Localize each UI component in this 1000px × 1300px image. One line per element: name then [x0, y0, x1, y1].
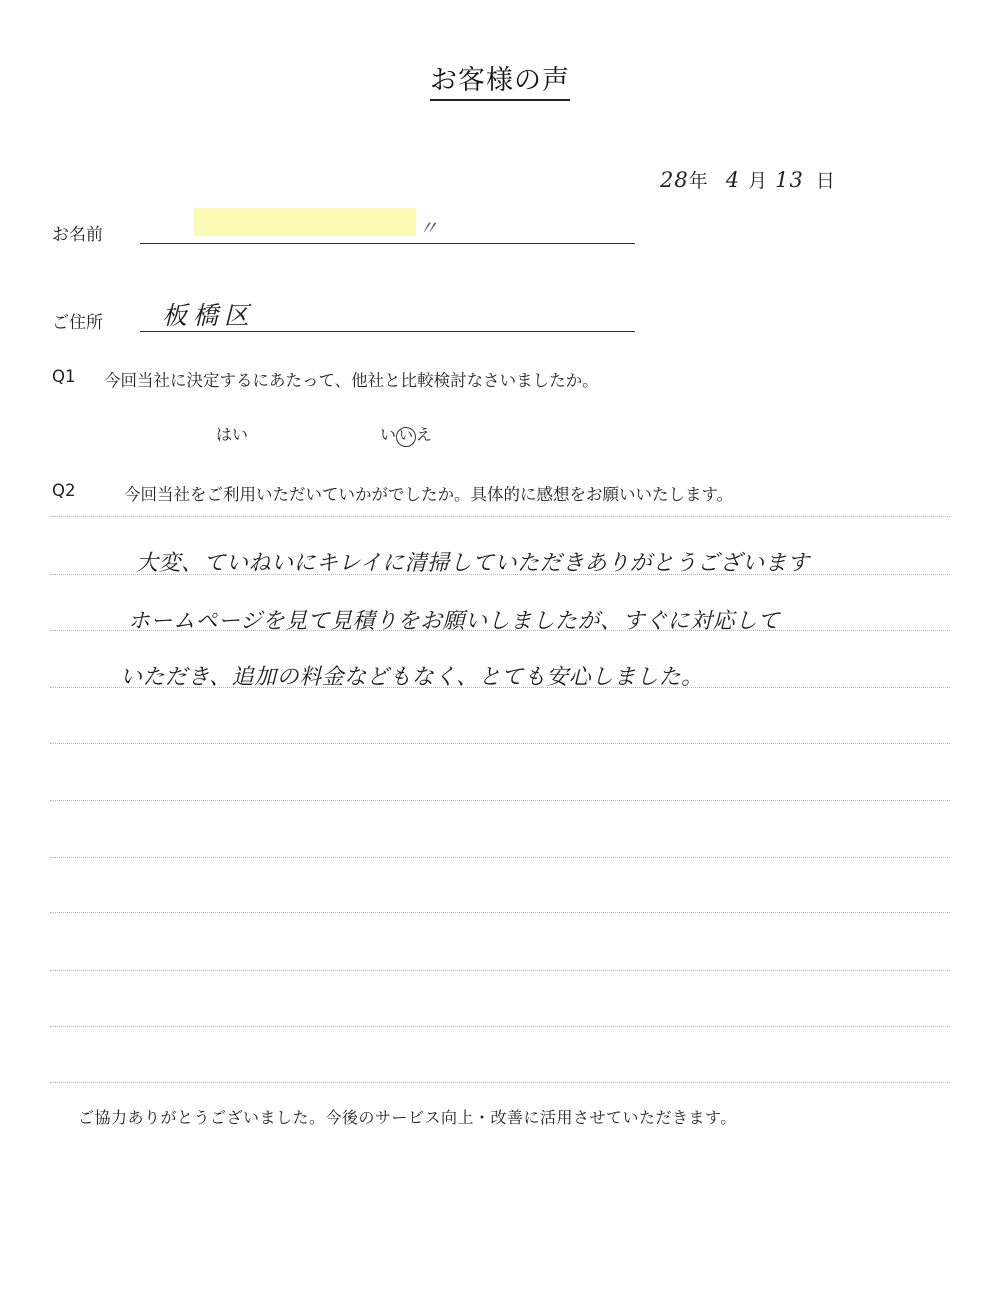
date-day-unit: 日	[815, 170, 835, 192]
date-field	[660, 166, 835, 193]
q1-option-no	[380, 422, 432, 447]
name-label: お名前	[52, 225, 103, 245]
answer-rule	[50, 516, 950, 517]
q1-selected-circle: い	[396, 427, 416, 447]
q2-text: 今回当社をご利用いただいていかがでしたか。具体的に感想をお願いいたします。	[124, 485, 734, 504]
footer-thanks: ご協力ありがとうございました。今後のサービス向上・改善に活用させていただきます。	[78, 1108, 737, 1127]
address-value: 板橋区	[162, 301, 256, 330]
date-month: 4	[725, 168, 741, 192]
date-year-unit: 年	[688, 170, 708, 192]
date-day: 13	[775, 168, 804, 192]
q1-number: Q1	[52, 367, 76, 386]
answer-rule	[50, 857, 950, 858]
address-label: ご住所	[52, 313, 103, 333]
date-month-unit: 月	[748, 170, 768, 192]
answer-rule	[50, 970, 950, 971]
name-underline	[140, 243, 635, 244]
name-redaction	[194, 208, 416, 236]
q1-option-no-prefix: い	[380, 425, 397, 444]
q2-number: Q2	[52, 481, 76, 500]
q2-answer-line: いただき、追加の料金などもなく、とても安心しました。	[120, 665, 704, 690]
name-handwriting-fragment: 〃	[418, 216, 438, 240]
answer-rule	[50, 1026, 950, 1027]
page-title	[0, 58, 1000, 97]
answer-rule	[50, 912, 950, 913]
address-underline	[140, 331, 635, 332]
q2-answer-line: ホームページを見て見積りをお願いしましたが、すぐに対応して	[128, 609, 781, 634]
q2-answer-line: 大変、ていねいにキレイに清掃していただきありがとうございます	[136, 551, 810, 576]
date-year: 28	[660, 168, 689, 192]
page-title-text: お客様の声	[430, 65, 570, 101]
answer-rule	[50, 800, 950, 801]
answer-rule	[50, 743, 950, 744]
q1-option-yes: はい	[216, 425, 249, 444]
q1-text: 今回当社に決定するにあたって、他社と比較検討なさいましたか。	[104, 371, 599, 390]
answer-rule	[50, 1082, 950, 1083]
q1-option-no-suffix: え	[416, 425, 433, 444]
